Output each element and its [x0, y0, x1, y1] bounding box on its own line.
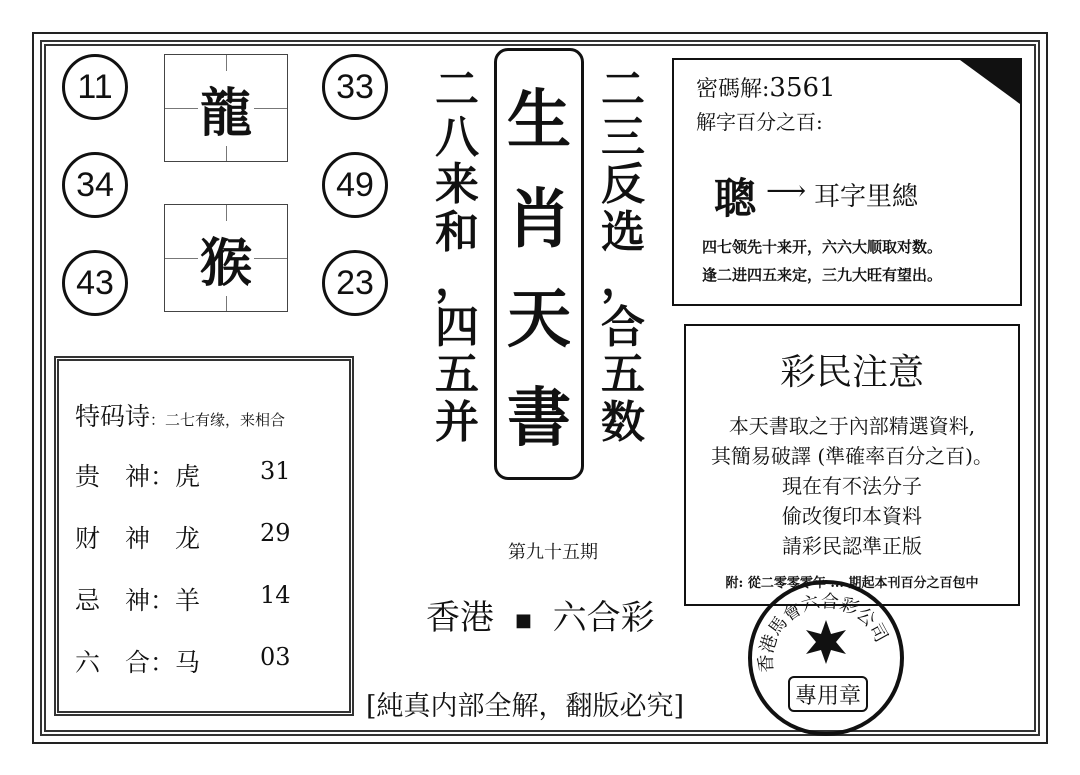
title-box	[494, 48, 584, 480]
code-subtitle: 解字百分之百:	[696, 110, 823, 134]
poem-row: 忌 神：羊 14	[75, 581, 291, 615]
number-circle: 34	[62, 152, 128, 218]
notice-title: 彩民注意	[779, 352, 924, 393]
poem-row: 财 神 龙 29	[75, 519, 291, 553]
vertical-hint-left: 二 八 来 和 ， 四 五 并	[435, 64, 479, 448]
code-box	[672, 58, 1022, 306]
key-explain: 耳字里總	[814, 182, 919, 212]
arrow-icon: ⟶	[766, 174, 807, 207]
zodiac-char: 猴	[198, 221, 254, 296]
notice-line: 偷改復印本資料	[782, 504, 922, 528]
number-circle: 11	[62, 54, 128, 120]
zodiac-monkey-box	[164, 204, 288, 312]
stamp-ring-text: 香港馬會六合彩公司	[755, 591, 892, 673]
issue-number: 第九十五期	[508, 542, 598, 563]
footer-note: [純真内部全解，翻版必究]	[366, 691, 685, 722]
number-circle: 43	[62, 250, 128, 316]
corner-triangle-icon	[960, 60, 1020, 104]
brand-line: 香港 ■ 六合彩	[426, 598, 655, 638]
title-char: 生	[507, 82, 571, 158]
title-char: 肖	[507, 182, 571, 258]
notice-line: 請彩民認準正版	[782, 534, 922, 558]
poem-title: 特码诗：二七有缘，来相合	[75, 402, 286, 431]
poem-box	[54, 356, 354, 716]
number-circle: 23	[322, 250, 388, 316]
code-line: 密碼解:3561	[696, 73, 836, 103]
notice-line: 其簡易破譯 (準確率百分之百)。	[711, 444, 993, 468]
poem-row: 贵 神：虎 31	[75, 457, 291, 491]
poem-row: 六 合：马 03	[75, 643, 291, 677]
notice-line: 現在有不法分子	[782, 474, 922, 498]
code-hint-line: 逢二进四五来定，三九大旺有望出。	[702, 266, 943, 284]
notice-line: 本天書取之于內部精選資料,	[728, 414, 976, 438]
notice-footnote: 附: 從二零零零年 ... 期起本刊百分之百包中	[725, 576, 979, 591]
vertical-hint-right: 二 三 反 选 ， 合 五 数	[601, 64, 645, 448]
star-icon	[806, 620, 846, 664]
zodiac-dragon-box	[164, 54, 288, 162]
zodiac-char: 龍	[198, 71, 254, 146]
number-circle: 49	[322, 152, 388, 218]
stamp-center: 專用章	[788, 676, 868, 712]
title-char: 天	[507, 281, 571, 357]
code-hint-line: 四七领先十来开，六六大顺取对数。	[702, 238, 943, 256]
official-stamp	[748, 580, 904, 736]
key-char: 聰	[714, 174, 757, 223]
title-char: 書	[507, 381, 571, 457]
notice-box	[684, 324, 1020, 606]
number-circle: 33	[322, 54, 388, 120]
